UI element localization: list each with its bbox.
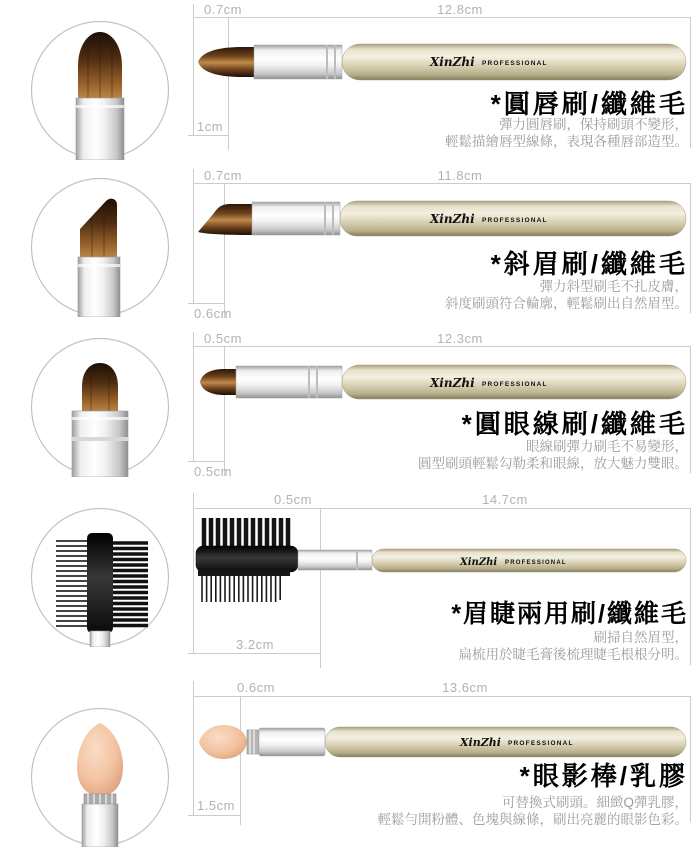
description-line: 刷掃自然眉型， [593,630,688,645]
brand-professional: PROFESSIONAL [505,560,567,566]
ferrule-band [76,105,124,108]
dim-label-length: 12.8cm [437,2,483,17]
ferrule [236,366,342,398]
description-line: 彈力圓唇刷，保持刷頭不變形， [499,117,688,132]
dim-tick-bottom [188,135,228,136]
dim-label-tip-height: 3.2cm [236,637,274,652]
bristle-tip [198,47,254,77]
description-line: 斜度刷頭符合輪廓，輕鬆刷出自然眉型。 [445,295,688,311]
handle [325,727,686,757]
dim-line-top [193,17,690,18]
dim-tick-bottom [188,461,224,462]
brand-logo: XinZhi [460,736,501,749]
dim-ext-right [690,346,691,473]
ferrule [298,550,372,570]
dim-label-tip-width: 0.5cm [274,492,312,507]
dim-ext-right [690,17,691,148]
dim-label-tip-height: 0.6cm [194,306,232,321]
thumbnail-brow-lash-dual-brush [30,507,170,647]
dim-line-top [193,696,690,697]
brand-logo: XinZhi [460,557,498,568]
dim-label-length: 11.8cm [437,168,483,183]
dim-label-tip-height: 1.5cm [197,798,235,813]
dim-line-top [193,183,690,184]
brand-professional: PROFESSIONAL [482,217,548,224]
ferrule-ring [308,366,310,398]
product-description [445,279,688,312]
dim-label-length: 13.6cm [442,680,488,695]
ferrule-ring [326,45,328,79]
dim-label-tip-width: 0.5cm [204,331,242,346]
description-line: 輕鬆描繪唇型線條，表現各種唇部造型。 [445,133,688,149]
brush-bristles [204,518,288,547]
product-title: *斜眉刷/纖維毛 [490,249,688,279]
product-description [418,439,688,472]
dim-tick-bottom [188,303,224,304]
product-title: *圓唇刷/纖維毛 [490,89,688,119]
ferrule-ring [332,202,334,235]
ferrule-crimp [72,437,128,441]
ferrule [252,202,340,235]
comb-body [196,546,298,572]
dim-label-tip-height: 1cm [197,119,224,134]
comb-body [87,533,113,633]
thumbnail-angled-brow-brush [30,177,170,317]
ferrule [90,631,110,647]
ferrule-ring [356,550,358,570]
thumbnail-eyeshadow-applicator [30,707,170,847]
description-line: 輕鬆勻開粉體、色塊與線條，刷出亮麗的眼影色彩。 [377,811,688,827]
description-line: 扁梳用於睫毛膏後梳理睫毛根根分明。 [458,646,688,662]
dim-tick-bottom [188,815,240,816]
product-title: *圓眼線刷/纖維毛 [461,409,688,439]
description-line: 圓型刷頭輕鬆勾勒柔和眼線，放大魅力雙眼。 [418,455,688,471]
ferrule-tube [82,804,118,847]
ferrule-ring [334,45,336,79]
ferrule-ring [316,366,318,398]
ferrule [72,411,128,477]
dim-label-tip-width: 0.7cm [204,2,242,17]
brush-photo-round-eyeliner [190,358,690,406]
product-description [378,795,689,828]
ferrule-ring [324,202,326,235]
brand-logo: XinZhi [430,55,475,69]
dim-label-tip-width: 0.6cm [237,680,275,695]
dim-line-top [193,346,690,347]
dim-label-tip-height: 0.5cm [194,464,232,479]
description-line: 可替換式刷頭。細緻Q彈乳膠， [501,795,688,810]
dim-ext-right [690,508,691,665]
brand-logo: XinZhi [430,376,475,390]
brush-photo-round-lip [190,34,690,90]
collar-ring [247,730,259,754]
sponge-tip [199,725,247,759]
brand-logo: XinZhi [430,212,475,226]
brand-professional: PROFESSIONAL [482,381,548,388]
brand-professional: PROFESSIONAL [508,740,574,747]
bristle-tip [198,204,252,235]
ferrule [254,45,342,79]
thumbnail-round-lip-brush [30,20,170,160]
product-title: *眼影棒/乳膠 [519,761,688,791]
product-description [459,630,689,663]
product-title: *眉睫兩用刷/纖維毛 [451,600,688,628]
brand-professional: PROFESSIONAL [482,60,548,67]
dim-ext-right [690,183,691,313]
bristle-tip [82,363,118,413]
product-description [445,117,688,150]
comb-teeth [202,574,280,602]
ferrule-band [72,417,128,420]
dim-ext-right [690,696,691,822]
bristle-tip [200,369,236,395]
dim-label-length: 12.3cm [437,331,483,346]
thumbnail-round-eyeliner-brush [30,337,170,477]
ferrule-tube [259,728,325,756]
ferrule-band [78,264,120,267]
dim-label-tip-width: 0.7cm [204,168,242,183]
brush-photo-angled-brow [190,194,690,244]
description-line: 眼線刷彈力刷毛不易變形， [526,439,688,454]
dim-tick-bottom [188,653,320,654]
description-line: 彈力斜型刷毛不扎皮膚， [539,279,688,294]
dim-label-length: 14.7cm [482,492,528,507]
dim-line-top [193,508,690,509]
